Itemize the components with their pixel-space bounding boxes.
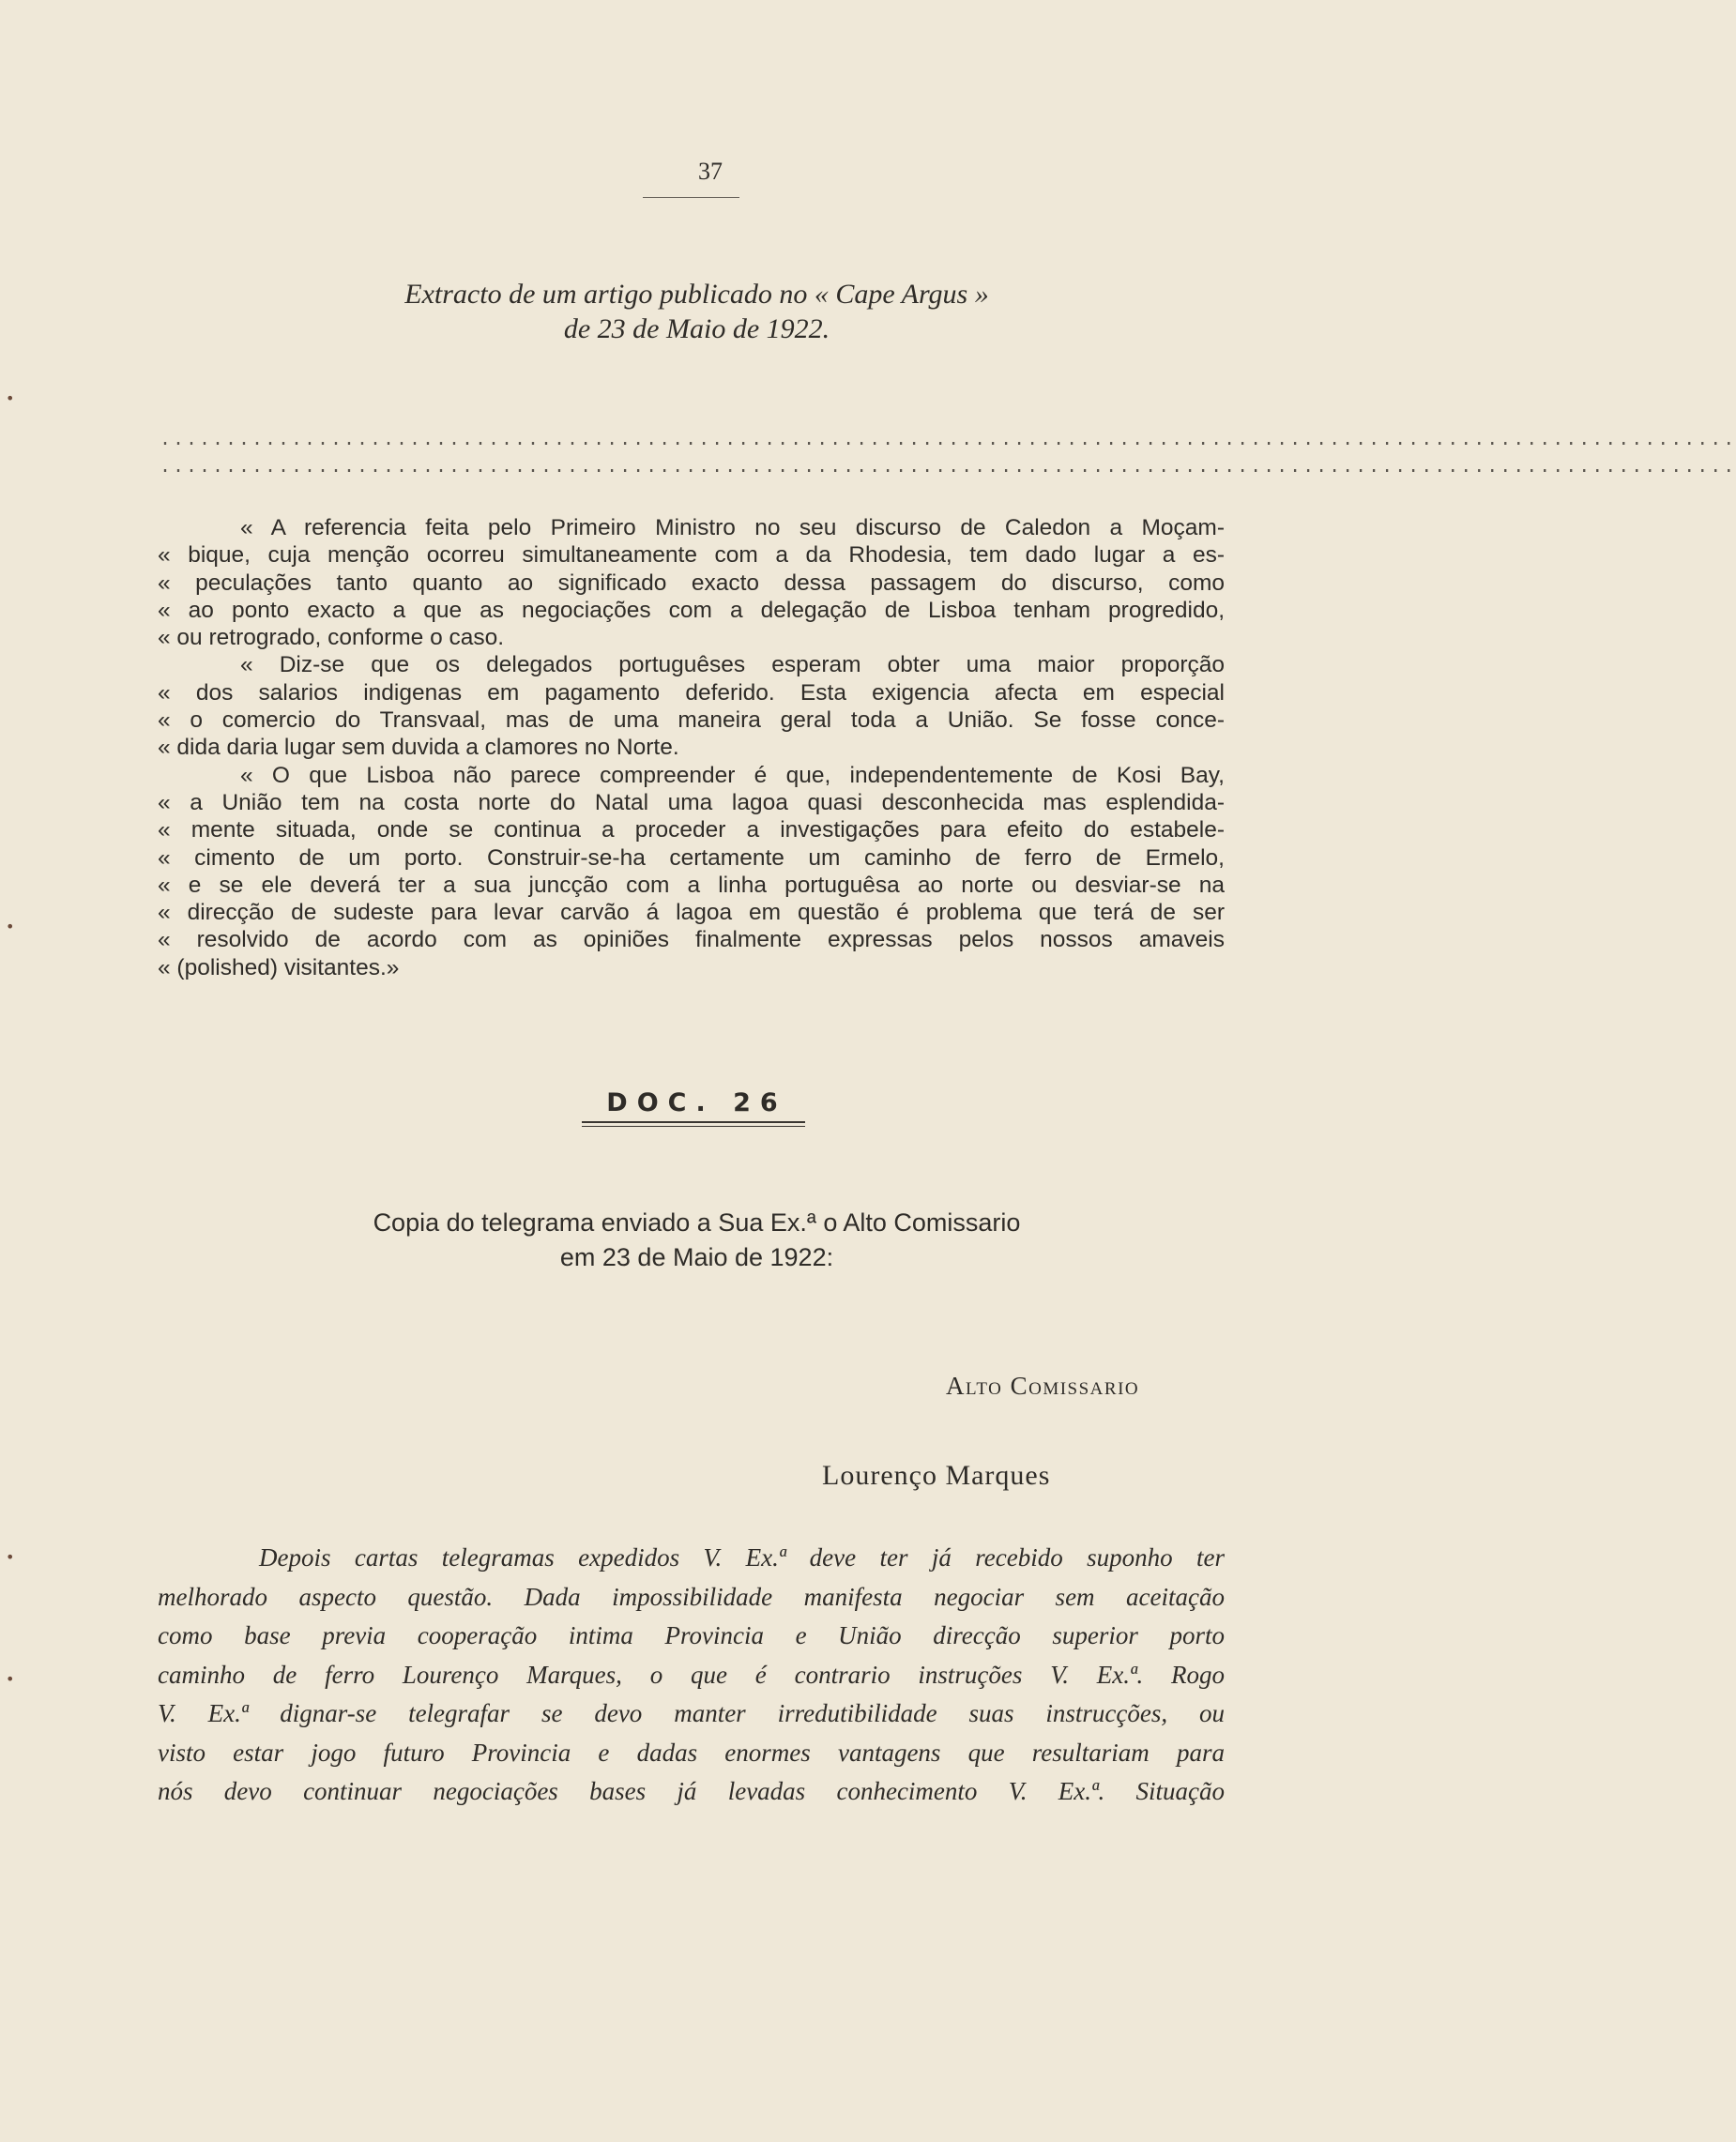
- article-line: « e se ele deverá ter a sua juncção com a linha portuguêsa ao norte ou desviar-se na: [158, 872, 1225, 898]
- margin-mark: •: [6, 1548, 15, 1566]
- article-line: « O que Lisboa não parece compreender é que, independentemente de Kosi Bay,: [240, 762, 1225, 788]
- margin-mark: •: [6, 918, 15, 935]
- telegram-place: Lourenço Marques: [822, 1460, 1051, 1491]
- doc-heading-rule: [582, 1126, 805, 1127]
- telegram-line: como base previa cooperação intima Provincia e União direcção superior porto: [158, 1621, 1225, 1649]
- doc-heading: DOC. 26: [606, 1088, 787, 1117]
- telegram-line: visto estar jogo futuro Provincia e dadas enormes vantagens que resultariam para: [158, 1738, 1225, 1767]
- telegram-body: [158, 1539, 1225, 1812]
- article-line: « bique, cuja menção ocorreu simultaneamente com a da Rhodesia, tem dado lugar a es-: [158, 542, 1225, 569]
- ellipsis-row: ........................................................................................................................: [160, 457, 1736, 479]
- article-line: « resolvido de acordo com as opiniões finalmente expressas pelos nossos amaveis: [158, 927, 1225, 953]
- article-line: « Diz-se que os delegados portuguêses esperam obter uma maior proporção: [240, 652, 1225, 678]
- telegram-line: nós devo continuar negociações bases já levadas conhecimento V. Ex.ª. Situação: [158, 1777, 1225, 1805]
- page-number-rule: [643, 197, 739, 198]
- doc-heading-rule: [582, 1121, 805, 1123]
- ellipsis-row: ........................................................................................................................: [160, 430, 1736, 451]
- telegram-intro-line-1: Copia do telegrama enviado a Sua Ex.ª o Alto Comissario: [373, 1208, 1021, 1237]
- article-line: « dos salarios indigenas em pagamento deferido. Esta exigencia afecta em especial: [158, 679, 1225, 706]
- article-line: « (polished) visitantes.»: [158, 954, 400, 980]
- article-line: « ou retrogrado, conforme o caso.: [158, 625, 505, 651]
- article-line: « mente situada, onde se continua a proceder a investigações para efeito do estabele-: [158, 817, 1225, 843]
- article-line: « o comercio do Transvaal, mas de uma maneira geral toda a União. Se fosse conce-: [158, 707, 1225, 734]
- telegram-addressee: Alto Comissario: [946, 1372, 1140, 1400]
- article-line: « direcção de sudeste para levar carvão á lagoa em questão é problema que terá de ser: [158, 900, 1225, 926]
- article-extract: [158, 514, 1225, 981]
- telegram-line: V. Ex.ª dignar-se telegrafar se devo manter irredutibilidade suas instrucções, ou: [158, 1699, 1225, 1727]
- telegram-intro-line-2: em 23 de Maio de 1922:: [559, 1243, 834, 1271]
- telegram-line: caminho de ferro Lourenço Marques, o que é contrario instruções V. Ex.ª. Rogo: [158, 1660, 1225, 1689]
- article-line: « peculações tanto quanto ao significado exacto dessa passagem do discurso, como: [158, 570, 1225, 596]
- telegram-line: Depois cartas telegramas expedidos V. Ex.ª deve ter já recebido suponho ter: [259, 1543, 1225, 1572]
- extract-title-line-2: de 23 de Maio de 1922.: [563, 313, 830, 344]
- extract-title-line-1: Extracto de um artigo publicado no « Cape Argus »: [404, 279, 989, 310]
- article-line: « dida daria lugar sem duvida a clamores no Norte.: [158, 735, 679, 761]
- telegram-line: melhorado aspecto questão. Dada impossibilidade manifesta negociar sem aceitação: [158, 1582, 1225, 1611]
- article-line: « ao ponto exacto a que as negociações com a delegação de Lisboa tenham progredido,: [158, 597, 1225, 623]
- article-line: « A referencia feita pelo Primeiro Ministro no seu discurso de Caledon a Moçam-: [240, 515, 1225, 540]
- article-line: « a União tem na costa norte do Natal uma lagoa quasi desconhecida mas esplendida-: [158, 789, 1225, 815]
- margin-mark: •: [6, 1670, 15, 1688]
- margin-mark: •: [6, 389, 15, 407]
- article-line: « cimento de um porto. Construir-se-ha certamente um caminho de ferro de Ermelo,: [158, 844, 1225, 871]
- page-number: 37: [698, 158, 723, 185]
